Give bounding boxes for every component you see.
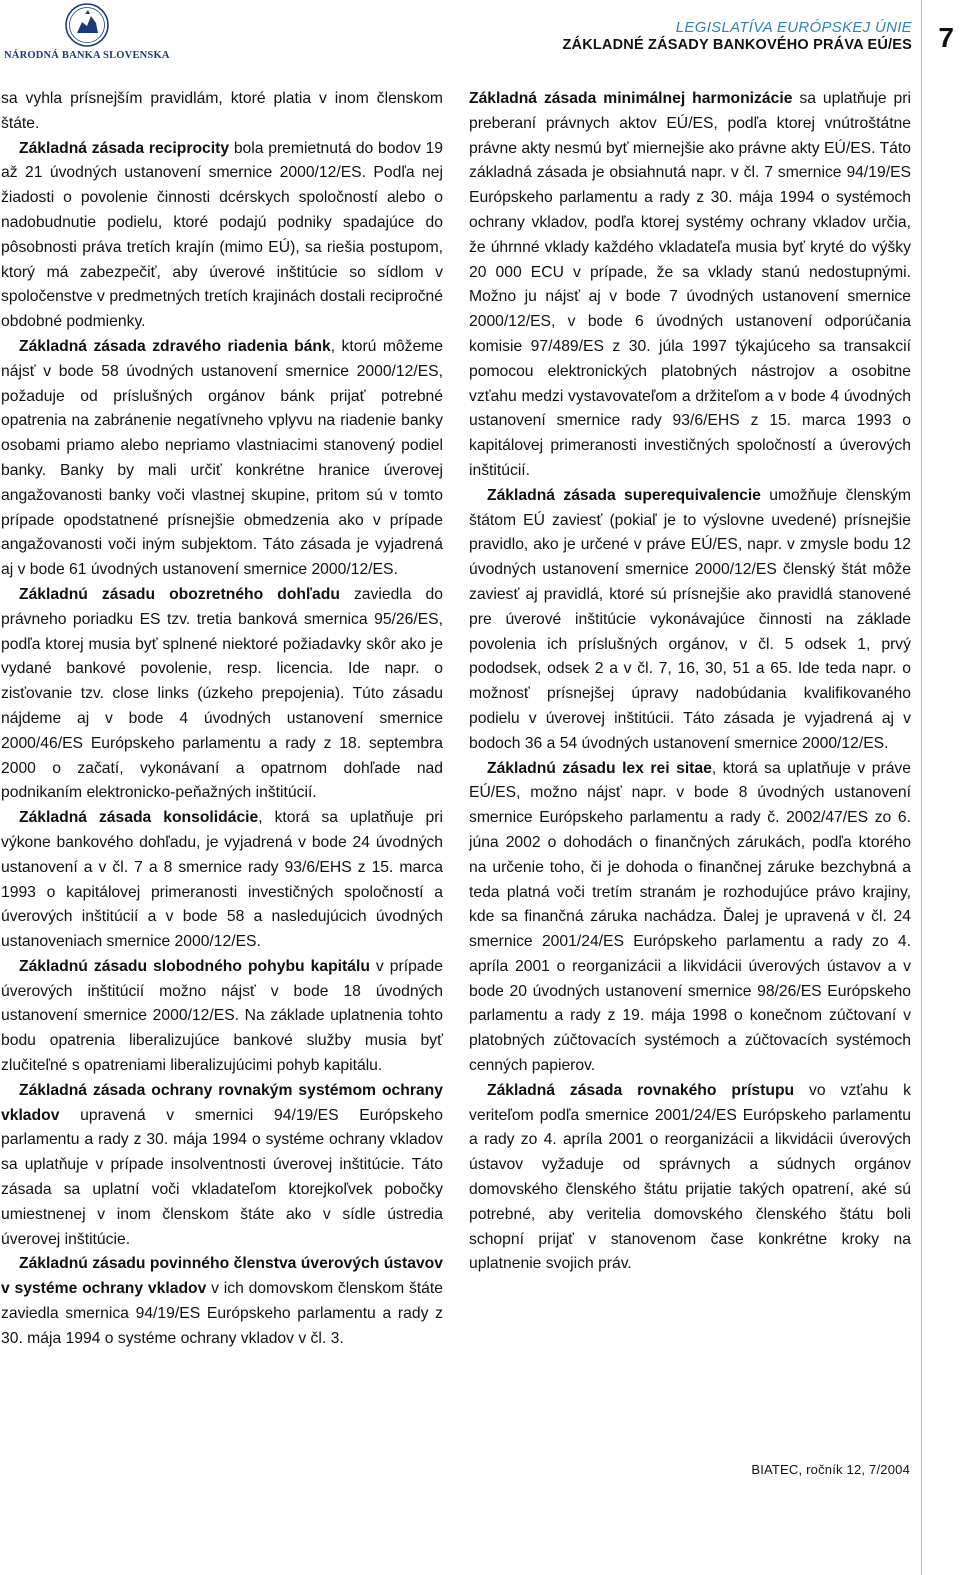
paragraph-text: bola premietnutá do bodov 19 až 21 úvodných ustanovení smernice 2000/12/ES. Podľa nej žiadosti o povolenie činnosti dcérskych spoločností alebo o nadobudnutie podielu, ktoré podajú podniky spadajúce do pôsobnosti práva tretích krajín (mimo EÚ), sa riešia postupom, ktorý má zabezpečiť, aby úverové inštitúcie so sídlom v spoločenstve v predmetných tretích krajinách dostali recipročné obdobné podmienky.: [1, 139, 443, 331]
left-column: [1, 87, 443, 1352]
header-section-title: LEGISLATÍVA EURÓPSKEJ ÚNIE: [675, 19, 912, 36]
paragraph-text: sa vyhla prísnejším pravidlám, ktoré platia v inom členskom štáte.: [1, 90, 443, 132]
bank-emblem-icon: [2, 2, 172, 52]
paragraph: [1, 955, 443, 1079]
paragraph: [1, 87, 443, 137]
page-footer: BIATEC, ročník 12, 7/2004: [751, 1462, 910, 1477]
paragraph-text: vo vzťahu k veriteľom podľa smernice 2001/24/ES Európskeho parlamentu a rady zo 4. apríla 2001 o reorganizácii a likvidácii úverových ústavov vyžaduje od správnych a súdnych orgánov domovského členského štátu prijatie takých opatrení, aké sú potrebné, aby veritelia domovského členského štátu boli schopní prijať v stanovenom čase konkrétne kroky na uplatnenie svojich práv.: [469, 1081, 911, 1273]
paragraph: [469, 484, 911, 757]
paragraph-text: upravená v smernici 94/19/ES Európskeho parlamentu a rady z 30. mája 1994 o systéme ochrany vkladov sa uplatňuje v prípade insolventnosti úverovej inštitúcie. Táto zásada sa uplatní voči vkladateľom ktorejkoľvek pobočky umiestnenej v inom členskom štáte ako v sídle ústredia úverovej inštitúcie.: [1, 1106, 443, 1248]
paragraph-heading: Základnú zásadu obozretného dohľadu: [19, 585, 340, 603]
page-header: [562, 19, 912, 53]
paragraph-text: zaviedla do právneho poriadku ES tzv. tretia banková smernica 95/26/ES, podľa ktorej musia byť splnené niektoré požiadavky skôr ako je vydané bankové povolenie, resp. licencia. Ide napr. o zisťovanie tzv. close links (úzkeho prepojenia). Túto zásadu nájdeme aj v bode 4 úvodných ustanovení smernice 2000/46/ES Európskeho parlamentu a rady z 18. septembra 2000 o začatí, vykonávaní a opatrnom dohľade nad podnikaním elektronicko-peňažných inštitúcií.: [1, 585, 443, 802]
page-edge-tab: [921, 0, 960, 1575]
paragraph: [469, 757, 911, 1079]
paragraph: [1, 806, 443, 955]
paragraph: [1, 335, 443, 583]
paragraph-text: sa uplatňuje pri preberaní právnych aktov EÚ/ES, podľa ktorej vnútroštátne právne akty nesmú byť miernejšie ako právne akty EÚ/ES. Táto základná zásada je obsiahnutá napr. v čl. 7 smernice 94/19/ES Európskeho parlamentu a rady z 30. mája 1994 o systémoch ochrany vkladov, podľa ktorej systémy ochrany vkladov určia, že úhrnné vklady každého vkladateľa musia byť kryté do výšky 20 000 ECU v prípade, že sa vklady stanú nedostupnými. Možno ju nájsť aj v bode 7 úvodných ustanovení smernice 2000/12/ES, v bode 6 úvodných ustanovení odporúčania komisie 97/489/ES z 30. júla 1997 týkajúceho sa transakcií pomocou elektronických platobných nástrojov a osobitne vzťahu medzi vystavovateľom a držiteľom a v bode 4 úvodných ustanovení smernice rady 93/6/EHS z 15. marca 1993 o kapitálovej primeranosti investičných spoločností a úverových inštitúcií.: [469, 90, 911, 479]
paragraph-heading: Základná zásada zdravého riadenia bánk: [19, 337, 331, 355]
paragraph: [1, 583, 443, 806]
paragraph-heading: Základnú zásadu slobodného pohybu kapitálu: [19, 957, 370, 975]
paragraph: [469, 1079, 911, 1277]
nbs-logo: [2, 2, 172, 66]
paragraph-text: , ktorá sa uplatňuje v práve EÚ/ES, možno nájsť napr. v bode 8 úvodných ustanovení smernice Európskeho parlamentu a rady č. 2002/47/ES zo 6. júna 2002 o dohodách o finančných zárukách, podľa ktorého na určenie toho, či je dohoda o finančnej záruke bezchybná a teda platná voči tretím stranám je rozhodujúce právo krajiny, kde sa finančná záruka nachádza. Ďalej je upravená v čl. 24 smernice 2001/24/ES Európskeho parlamentu a rady zo 4. apríla 2001 o reorganizácii a likvidácii úverových ústavov a v bode 20 úvodných ustanovení smernice 98/26/ES Európskeho parlamentu a rady z 19. mája 1998 o konečnom zúčtovaní v platobných zúčtovacích systémoch a zúčtovacích systémoch cenných papierov.: [469, 759, 911, 1075]
paragraph-heading: Základnú zásadu povinného členstva úverových ústavov v systéme ochrany vkladov: [1, 1255, 443, 1298]
paragraph: [1, 137, 443, 335]
paragraph-heading: Základná zásada ochrany rovnakým systémom ochrany vkladov: [1, 1081, 443, 1124]
paragraph-heading: Základná zásada rovnakého prístupu: [487, 1081, 795, 1099]
paragraph: [1, 1079, 443, 1253]
right-column: [469, 87, 911, 1277]
paragraph-heading: Základná zásada minimálnej harmonizácie: [469, 90, 793, 107]
paragraph: [1, 1252, 443, 1351]
paragraph-heading: Základnú zásadu lex rei sitae: [487, 759, 712, 777]
paragraph-heading: Základná zásada konsolidácie: [19, 809, 259, 827]
paragraph-text: , ktorá sa uplatňuje pri výkone bankového dohľadu, je vyjadrená v bode 24 úvodných ustanovení a v čl. 7 a 8 smernice rady 93/6/EHS z 15. marca 1993 o kapitálovej primeranosti investičných spoločností a úverových inštitúcií a v bode 58 a nasledujúcich úvodných ustanoveniach smernice 2000/12/ES.: [1, 809, 443, 951]
logo-text: NÁRODNÁ BANKA SLOVENSKA: [4, 50, 170, 61]
paragraph: [469, 87, 911, 484]
paragraph-text: , ktorú môžeme nájsť v bode 58 úvodných ustanovení smernice 2000/12/ES, požaduje od príslušných orgánov bánk prijať potrebné opatrenia na zabránenie negatívneho vplyvu na riadenie banky osobami priamo alebo nepriamo vlastniacimi stanovený podiel banky. Banky by mali určiť konkrétne hranice úverovej angažovanosti banky voči vlastnej skupine, pritom sú v tomto prípade opodstatnené prísnejšie obmedzenia ako v prípade angažovanosti voči iným subjektom. Táto zásada je vyjadrená aj v bode 61 úvodných ustanovení smernice 2000/12/ES.: [1, 337, 443, 579]
paragraph-text: v prípade úverových inštitúcií možno nájsť v bode 18 úvodných ustanovení smernice 2000/12/ES. Na základe uplatnenia tohto bodu opatrenia liberalizujúce bankové služby musia byť zlučiteľné s opatreniami liberalizujúcimi pohyb kapitálu.: [1, 957, 443, 1075]
paragraph-heading: Základná zásada reciprocity: [19, 139, 230, 157]
paragraph-text: umožňuje členským štátom EÚ zaviesť (pokiaľ je to výslovne uvedené) prísnejšie pravidlo, ako je určené v práve EÚ/ES, napr. v zmysle bodu 12 úvodných ustanovení smernice 2000/12/ES členský štát môže zaviesť aj pravidlá, ktoré sú prísnejšie ako pravidlá stanovené pre úverové inštitúcie vykonávajúce činnosti na základe povolenia ich príslušných orgánov, v čl. 5 odsek 1, prvý pododsek, odsek 2 a v čl. 7, 16, 30, 51 a 65. Ide teda napr. o možnosť prísnejšej úpravy nadobúdania kvalifikovaného podielu v úverovej inštitúcii. Táto zásada je vyjadrená aj v bodoch 36 a 54 úvodných ustanovení smernice 2000/12/ES.: [469, 486, 911, 752]
paragraph-text: v ich domovskom členskom štáte zaviedla smernica 94/19/ES Európskeho parlamentu a rady z 30. mája 1994 o systéme ochrany vkladov v čl. 3.: [1, 1280, 443, 1347]
header-subtitle: ZÁKLADNÉ ZÁSADY BANKOVÉHO PRÁVA EÚ/ES: [562, 37, 912, 53]
page-number: 7: [938, 22, 954, 53]
paragraph-heading: Základná zásada superequivalencie: [487, 486, 761, 504]
